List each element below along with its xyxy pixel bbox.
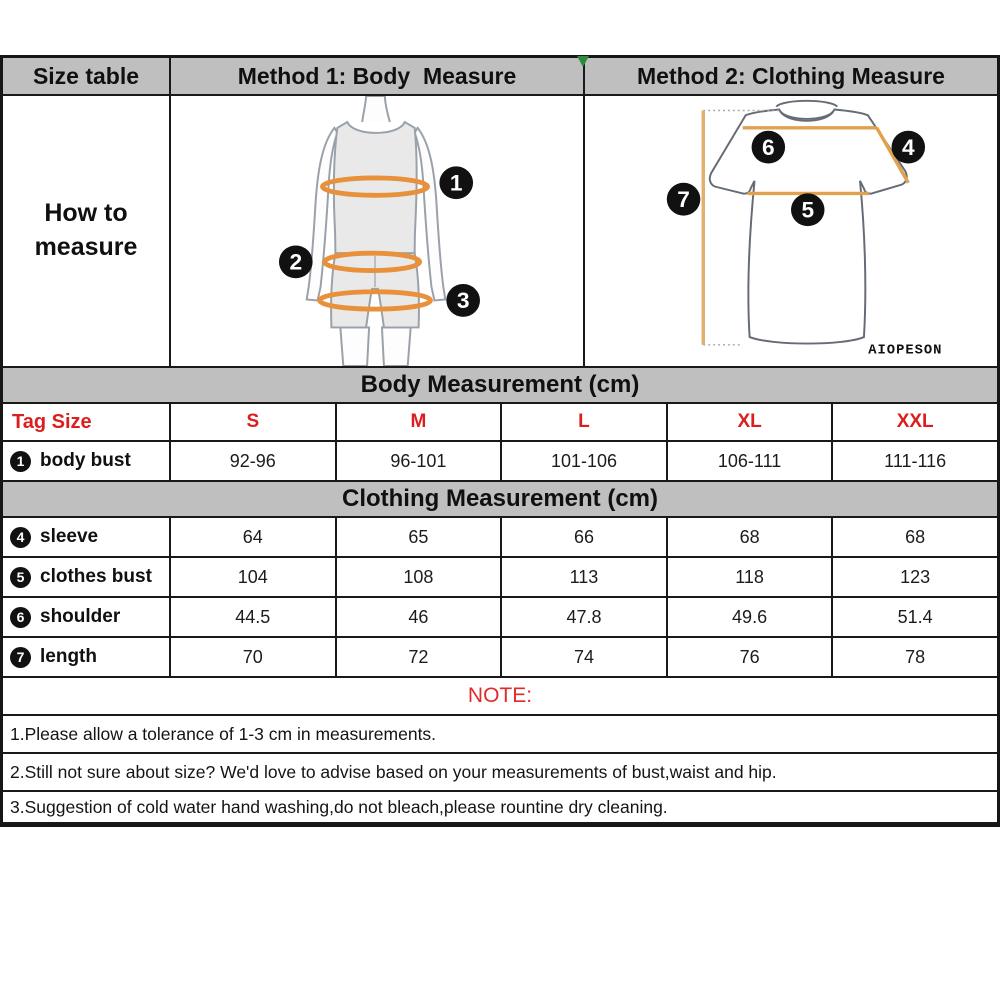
value-cell: 49.6 <box>668 598 834 636</box>
svg-text:6: 6 <box>762 135 775 160</box>
value-cell: 51.4 <box>897 606 933 627</box>
header-method1-label: Method 1: Body Measure <box>237 62 517 89</box>
body-measurement-band <box>3 368 997 404</box>
note-row-2 <box>3 754 997 792</box>
svg-text:7: 7 <box>677 187 690 212</box>
header-method1 <box>171 58 585 94</box>
row-label-length <box>3 638 171 676</box>
row-label-body-bust <box>3 442 171 480</box>
row-label-sleeve <box>3 518 171 556</box>
value-cell: 74 <box>502 638 668 676</box>
value-cell: 118 <box>668 558 834 596</box>
value-cell: 66 <box>502 518 668 556</box>
measure-row-clothes-bust <box>3 558 997 598</box>
header-row <box>3 58 997 96</box>
marker-2 <box>279 245 313 278</box>
value-cell: 111-116 <box>884 450 947 471</box>
note-text-1: 1.Please allow a tolerance of 1-3 cm in measurements. <box>10 723 437 744</box>
body-measure-diagram <box>171 96 585 366</box>
value-cell: 44.5 <box>171 598 337 636</box>
row-label-text: shoulder <box>40 606 121 627</box>
value-cell: 101-106 <box>502 442 668 480</box>
header-method2-label: Method 2: Clothing Measure <box>637 62 945 89</box>
note-text-3: 3.Suggestion of cold water hand washing,do not bleach,please rountine dry cleaning. <box>10 796 668 817</box>
row-label-text: clothes bust <box>40 566 152 587</box>
number-badge-icon: 7 <box>10 647 31 668</box>
clothing-measure-diagram <box>585 96 997 366</box>
value-cell: 92-96 <box>171 442 337 480</box>
number-badge-icon: 5 <box>10 567 31 588</box>
tshirt-illustration <box>585 96 997 366</box>
number-badge-icon: 1 <box>10 451 31 472</box>
svg-text:4: 4 <box>901 135 915 160</box>
value-cell: 108 <box>337 558 503 596</box>
note-title-row <box>3 678 997 716</box>
value-cell: 104 <box>171 558 337 596</box>
marker-6 <box>752 131 786 164</box>
row-label-text: sleeve <box>40 526 99 547</box>
tag-size-label: Tag Size <box>12 410 92 433</box>
header-size-table-label: Size table <box>32 62 140 89</box>
size-col-header-l: L <box>502 404 668 440</box>
value-cell: 78 <box>905 646 926 667</box>
row-label-clothes-bust <box>3 558 171 596</box>
note-title: NOTE: <box>467 684 533 707</box>
value-cell: 76 <box>668 638 834 676</box>
row-label-text: length <box>40 646 97 667</box>
header-method2 <box>585 58 997 94</box>
measure-row-body-bust <box>3 442 997 482</box>
measure-row-length <box>3 638 997 678</box>
header-size-table <box>3 58 171 94</box>
measure-row-sleeve <box>3 518 997 558</box>
value-cell: 113 <box>502 558 668 596</box>
note-row-1 <box>3 716 997 754</box>
brand-text: AIOPESON <box>868 343 943 359</box>
value-cell: 65 <box>337 518 503 556</box>
value-cell: 96-101 <box>337 442 503 480</box>
number-badge-icon: 6 <box>10 607 31 628</box>
svg-text:5: 5 <box>801 197 815 223</box>
size-col-header-s: S <box>171 404 337 440</box>
size-header-row <box>3 404 997 442</box>
svg-text:3: 3 <box>456 288 470 314</box>
body-measurement-title: Body Measurement (cm) <box>360 371 640 398</box>
value-cell: 123 <box>900 566 931 587</box>
tag-size-header <box>3 404 171 440</box>
svg-text:2: 2 <box>289 249 303 275</box>
value-cell: 46 <box>337 598 503 636</box>
size-col-header-xl: XL <box>668 404 834 440</box>
row-label-text: body bust <box>40 450 131 471</box>
green-corner-marker-icon <box>577 56 589 67</box>
clothing-measurement-band <box>3 482 997 518</box>
marker-1 <box>439 166 473 199</box>
size-chart-table <box>0 55 1000 827</box>
body-figure-illustration <box>172 96 582 366</box>
size-col-header-m: M <box>337 404 503 440</box>
value-cell: 68 <box>905 526 926 547</box>
measure-row-shoulder <box>3 598 997 638</box>
right-arm <box>415 128 446 301</box>
how-to-measure-cell <box>3 96 171 366</box>
value-cell: 47.8 <box>502 598 668 636</box>
value-cell: 72 <box>337 638 503 676</box>
number-badge-icon: 4 <box>10 527 31 548</box>
marker-4 <box>892 131 926 164</box>
marker-7 <box>667 183 701 216</box>
value-cell: 68 <box>668 518 834 556</box>
how-to-measure-line1: How to <box>44 199 128 228</box>
marker-3 <box>446 284 480 317</box>
illustration-row <box>3 96 997 368</box>
value-cell: 70 <box>171 638 337 676</box>
svg-text:1: 1 <box>449 170 463 196</box>
how-to-measure-line2: measure <box>34 233 138 261</box>
value-cell: 64 <box>171 518 337 556</box>
note-row-3 <box>3 792 997 824</box>
row-label-shoulder <box>3 598 171 636</box>
tshirt-body <box>710 110 907 344</box>
marker-5 <box>791 193 825 226</box>
value-cell: 106-111 <box>668 442 834 480</box>
clothing-measurement-title: Clothing Measurement (cm) <box>341 485 659 512</box>
size-col-header-xxl: XXL <box>896 411 934 432</box>
tank-top <box>334 122 417 253</box>
note-text-2: 2.Still not sure about size? We'd love to advise based on your measurements of bust,waist and hip. <box>10 761 777 782</box>
